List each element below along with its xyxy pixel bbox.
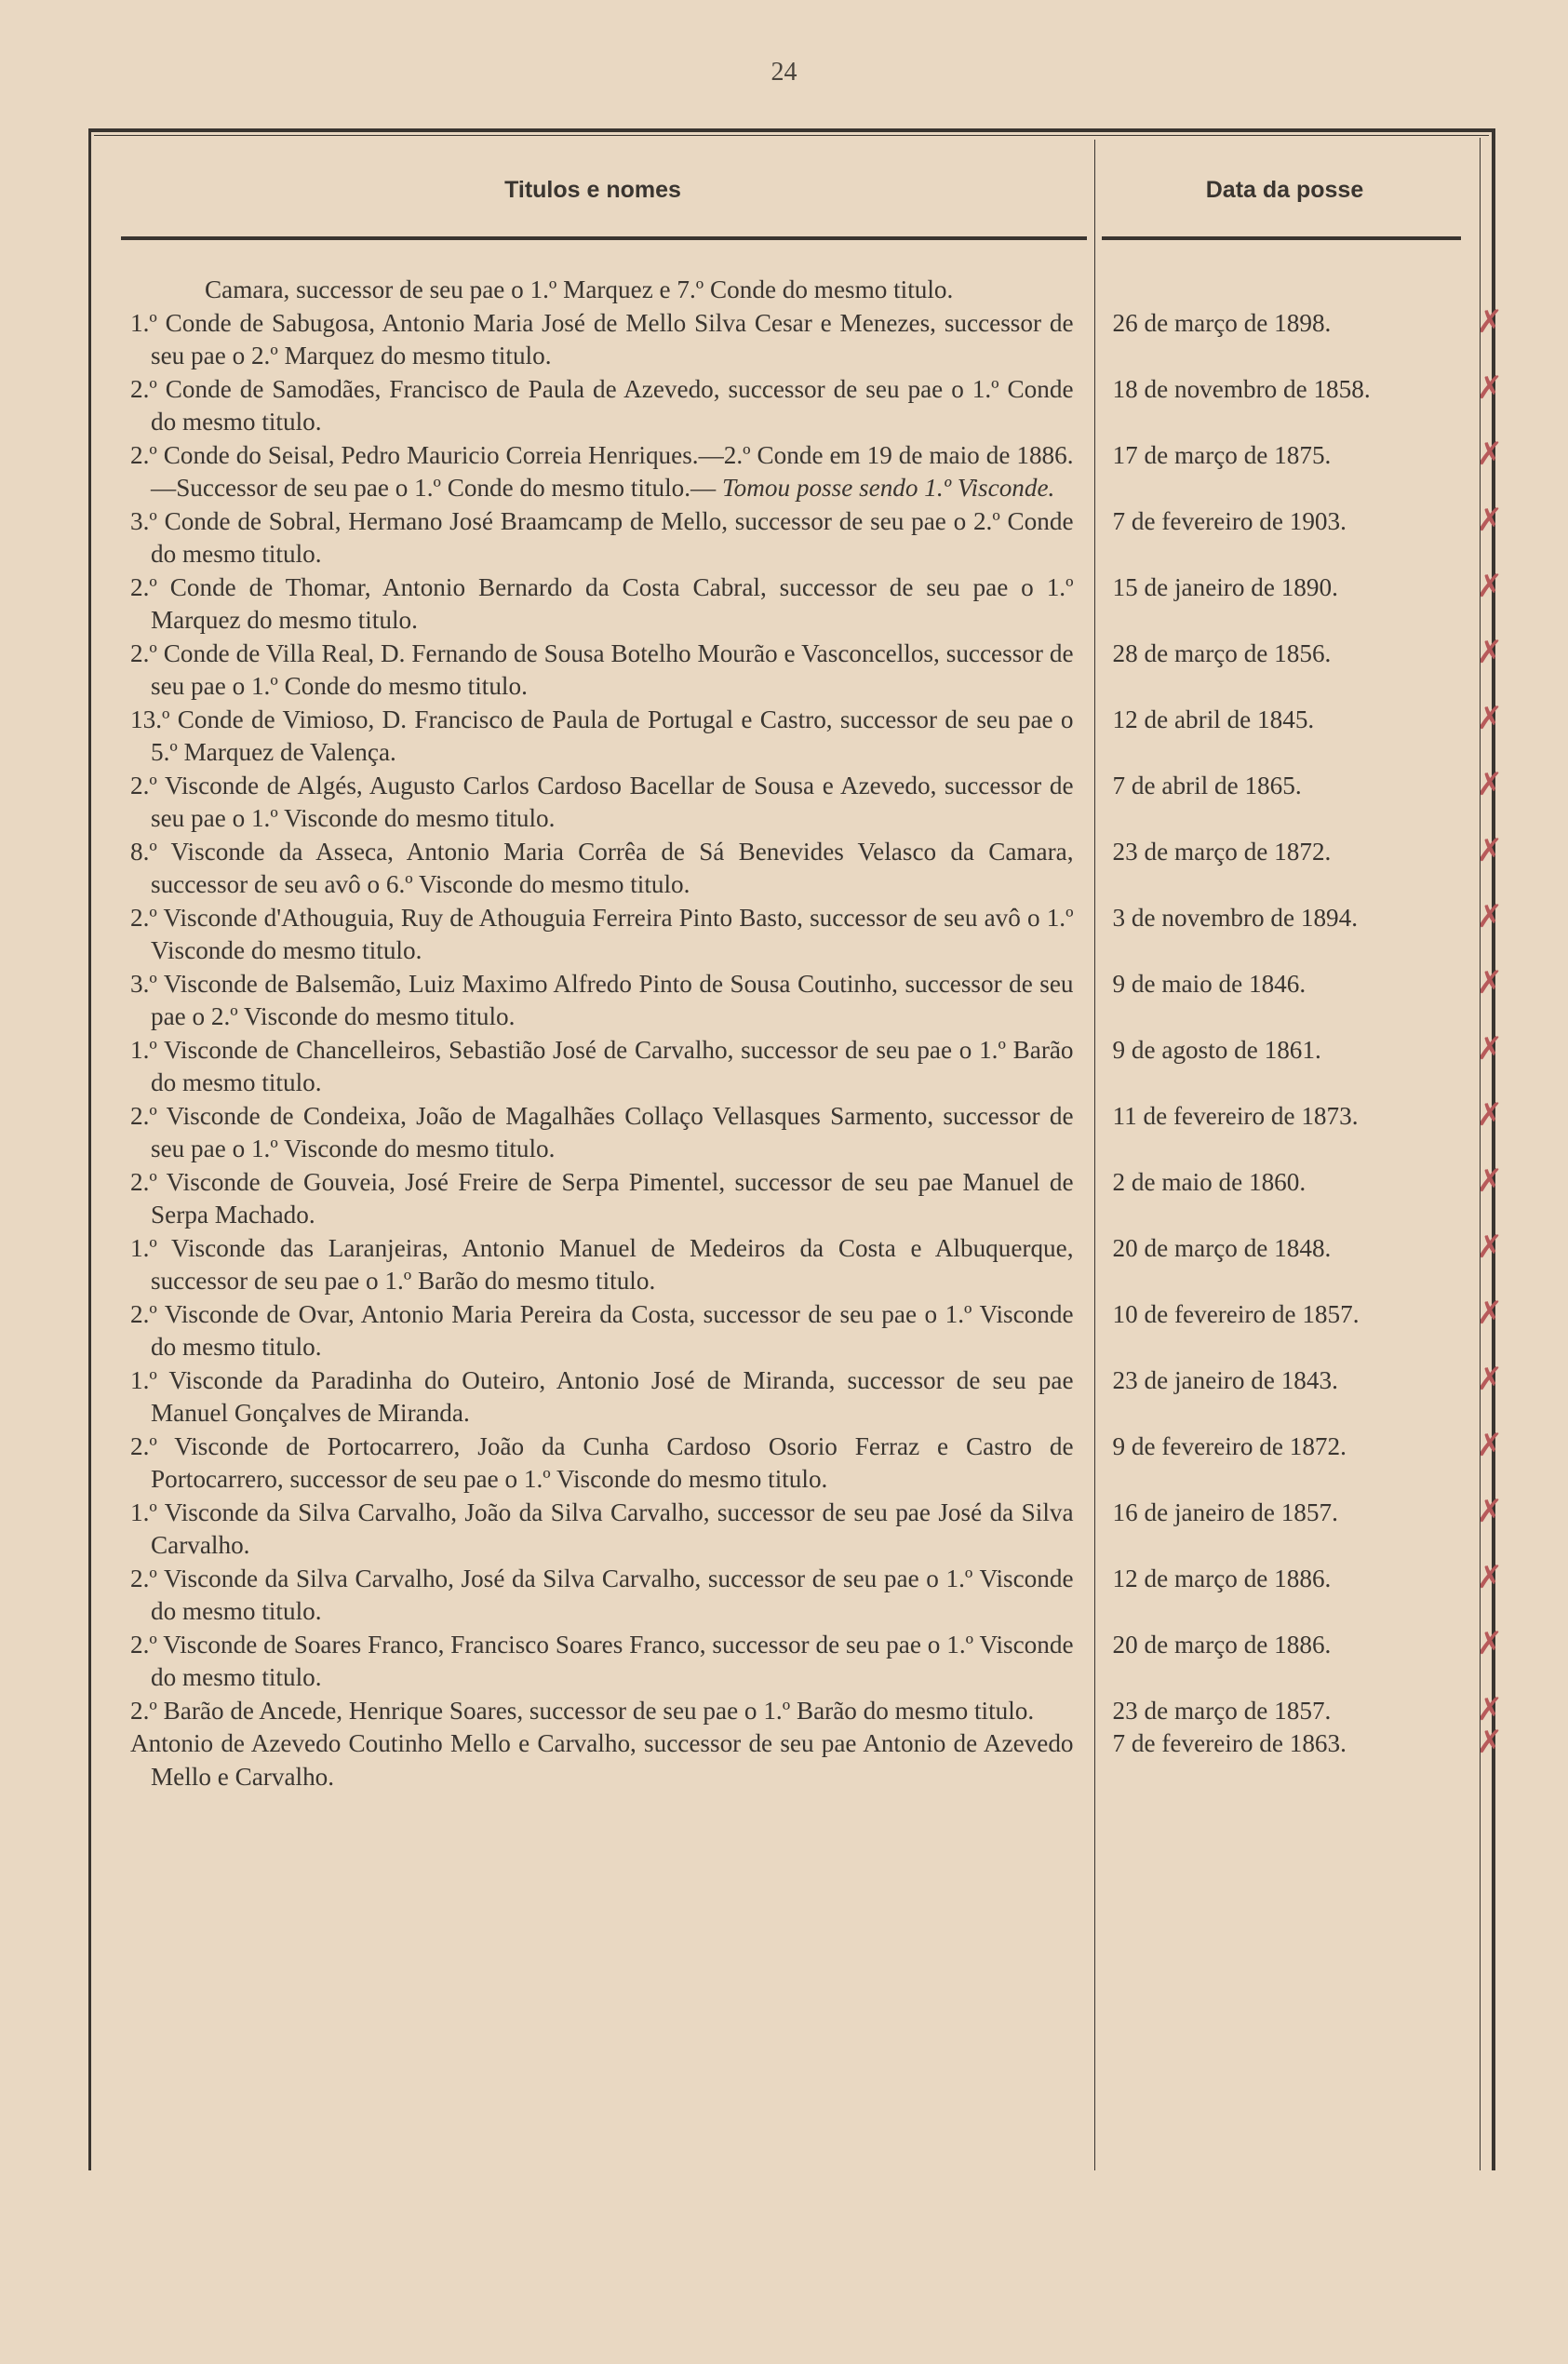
table-row: [91, 1100, 1473, 1166]
table-row: [91, 1430, 1473, 1497]
table-row: [91, 439, 1473, 505]
row-date: 2 de maio de 1860.: [1112, 1167, 1307, 1196]
row-title-text: 2.º Visconde de Algés, Augusto Carlos Cardoso Bacellar de Sousa e Azevedo, successor de seu pae o 1.º Visconde do mesmo titulo.: [130, 771, 1074, 832]
table-row: [91, 770, 1473, 836]
annotation-mark-icon: ✗: [1476, 303, 1503, 341]
row-title: [130, 1430, 1074, 1497]
continuation-text: Camara, successor de seu pae o 1.º Marquez e 7.º Conde do mesmo titulo.: [205, 275, 954, 303]
annotation-mark-icon: ✗: [1476, 369, 1503, 407]
annotation-mark-icon: ✗: [1476, 1427, 1503, 1464]
row-date: 23 de janeiro de 1843.: [1112, 1365, 1338, 1394]
table-row: [91, 704, 1473, 770]
row-title-text: 1.º Visconde das Laranjeiras, Antonio Manuel de Medeiros da Costa e Albuquerque, successor de seu pae o 1.º Barão do mesmo titulo.: [130, 1233, 1074, 1295]
row-title: [130, 1695, 1074, 1728]
row-title-text: 2.º Conde de Villa Real, D. Fernando de Sousa Botelho Mourão e Vasconcellos, successor de seu pae o 1.º Conde do mesmo titulo.: [130, 638, 1074, 700]
row-title: [130, 770, 1074, 836]
row-title: [130, 1364, 1074, 1430]
row-title: [130, 505, 1074, 571]
table-row: [91, 1629, 1473, 1695]
row-title: [130, 373, 1074, 439]
row-date: 11 de fevereiro de 1873.: [1112, 1101, 1359, 1130]
annotation-mark-icon: ✗: [1476, 1295, 1503, 1332]
row-title-text: Antonio de Azevedo Coutinho Mello e Carvalho, successor de seu pae Antonio de Azevedo Mello e Carvalho.: [130, 1729, 1074, 1791]
row-date: 20 de março de 1848.: [1112, 1233, 1332, 1262]
table-row: [91, 505, 1473, 571]
table-row: [91, 307, 1473, 373]
header-rule-left: [121, 236, 1087, 240]
row-title: [130, 1727, 1074, 1793]
row-title-text: 2.º Visconde da Silva Carvalho, José da Silva Carvalho, successor de seu pae o 1.º Visconde do mesmo titulo.: [130, 1564, 1074, 1625]
annotation-mark-icon: ✗: [1476, 1724, 1503, 1761]
row-date: 7 de abril de 1865.: [1112, 771, 1302, 799]
row-date: 23 de março de 1857.: [1112, 1696, 1332, 1725]
annotation-mark-icon: ✗: [1476, 1691, 1503, 1728]
row-date: 9 de maio de 1846.: [1112, 969, 1307, 998]
annotation-mark-icon: ✗: [1476, 700, 1503, 737]
table-row: [91, 638, 1473, 704]
annotation-mark-icon: ✗: [1476, 1361, 1503, 1398]
row-title: [130, 1232, 1074, 1298]
annotation-mark-icon: ✗: [1476, 634, 1503, 671]
row-date: 9 de fevereiro de 1872.: [1112, 1431, 1347, 1460]
header-titles: Titulos e nomes: [504, 177, 681, 203]
annotation-mark-icon: ✗: [1476, 502, 1503, 539]
row-title-text: 2.º Visconde de Portocarrero, João da Cunha Cardoso Osorio Ferraz e Castro de Portocarrero, successor de seu pae o 1.º Visconde do mesmo titulo.: [130, 1431, 1074, 1493]
row-title: [130, 902, 1074, 968]
row-title: [130, 1100, 1074, 1166]
row-date: 15 de janeiro de 1890.: [1112, 572, 1338, 601]
annotation-mark-icon: ✗: [1476, 964, 1503, 1001]
table-row: [91, 1364, 1473, 1430]
header-rule-right: [1102, 236, 1461, 240]
row-date: 7 de fevereiro de 1903.: [1112, 506, 1347, 535]
row-title-text: 2.º Barão de Ancede, Henrique Soares, successor de seu pae o 1.º Barão do mesmo titulo.: [130, 1696, 1035, 1725]
annotation-mark-icon: ✗: [1476, 766, 1503, 803]
row-title-text: 1.º Visconde da Silva Carvalho, João da Silva Carvalho, successor de seu pae José da Silva Carvalho.: [130, 1498, 1074, 1559]
page-number: 24: [771, 58, 797, 87]
table-row: [91, 1232, 1473, 1298]
row-date: 3 de novembro de 1894.: [1112, 903, 1359, 932]
row-date: 28 de março de 1856.: [1112, 638, 1332, 667]
row-note: Tomou posse sendo 1.º Visconde.: [722, 474, 1055, 502]
annotation-mark-icon: ✗: [1476, 436, 1503, 473]
table-row: [91, 1563, 1473, 1629]
entries-list: [91, 274, 1473, 1793]
annotation-mark-icon: ✗: [1476, 832, 1503, 869]
annotation-mark-icon: ✗: [1476, 1559, 1503, 1596]
table-row: [91, 571, 1473, 638]
row-title: [130, 1298, 1074, 1364]
row-title-text: 2.º Conde de Samodães, Francisco de Paula de Azevedo, successor de seu pae o 1.º Conde do mesmo titulo.: [130, 374, 1074, 436]
table-row: [91, 1298, 1473, 1364]
row-title: [130, 968, 1074, 1034]
row-title-text: 13.º Conde de Vimioso, D. Francisco de Paula de Portugal e Castro, successor de seu pae o 5.º Marquez de Valença.: [130, 705, 1074, 766]
table-row: [91, 1497, 1473, 1563]
header-date: Data da posse: [1205, 177, 1364, 203]
row-title: [130, 571, 1074, 638]
annotation-mark-icon: ✗: [1476, 1162, 1503, 1200]
row-title-text: 2.º Visconde de Ovar, Antonio Maria Pereira da Costa, successor de seu pae o 1.º Visconde do mesmo titulo.: [130, 1299, 1074, 1361]
row-title-text: 8.º Visconde da Asseca, Antonio Maria Corrêa de Sá Benevides Velasco da Camara, successor de seu avô o 6.º Visconde do mesmo titulo.: [130, 837, 1074, 898]
row-date: 10 de fevereiro de 1857.: [1112, 1299, 1360, 1328]
table-row: [91, 1727, 1473, 1793]
table-frame: [88, 128, 1503, 2170]
annotation-mark-icon: ✗: [1476, 1625, 1503, 1662]
row-title: [130, 1563, 1074, 1629]
row-title-text: 3.º Visconde de Balsemão, Luiz Maximo Alfredo Pinto de Sousa Coutinho, successor de seu pae o 2.º Visconde do mesmo titulo.: [130, 969, 1074, 1030]
row-title-text: 2.º Visconde de Gouveia, José Freire de Serpa Pimentel, successor de seu pae Manuel de Serpa Machado.: [130, 1167, 1074, 1229]
row-date: 17 de março de 1875.: [1112, 440, 1332, 469]
row-title-text: 1.º Visconde da Paradinha do Outeiro, Antonio José de Miranda, successor de seu pae Manuel Gonçalves de Miranda.: [130, 1365, 1074, 1427]
row-title: [130, 704, 1074, 770]
row-date: 12 de março de 1886.: [1112, 1564, 1332, 1592]
continuation-entry: [91, 274, 1473, 307]
row-title: [130, 1497, 1074, 1563]
row-title-text: 2.º Visconde de Condeixa, João de Magalhães Collaço Vellasques Sarmento, successor de seu pae o 1.º Visconde do mesmo titulo.: [130, 1101, 1074, 1162]
annotation-mark-icon: ✗: [1476, 568, 1503, 605]
row-title-text: 2.º Visconde d'Athouguia, Ruy de Athouguia Ferreira Pinto Basto, successor de seu avô o 1.º Visconde do mesmo titulo.: [130, 903, 1074, 964]
annotation-mark-icon: ✗: [1476, 1229, 1503, 1266]
row-title: [130, 1629, 1074, 1695]
table-row: [91, 836, 1473, 902]
row-date: 16 de janeiro de 1857.: [1112, 1498, 1338, 1526]
row-title-text: 1.º Conde de Sabugosa, Antonio Maria José de Mello Silva Cesar e Menezes, successor de seu pae o 2.º Marquez do mesmo titulo.: [130, 308, 1074, 369]
annotation-mark-icon: ✗: [1476, 1030, 1503, 1068]
row-title-text: 2.º Conde do Seisal, Pedro Mauricio Correia Henriques.—2.º Conde em 19 de maio de 1886.—Successor de seu pae o 1.º Conde do mesmo titulo.—: [130, 440, 1074, 502]
row-title-text: 2.º Conde de Thomar, Antonio Bernardo da Costa Cabral, successor de seu pae o 1.º Marquez do mesmo titulo.: [130, 572, 1074, 634]
row-date: 9 de agosto de 1861.: [1112, 1035, 1321, 1064]
annotation-mark-icon: ✗: [1476, 1096, 1503, 1134]
row-title: [130, 638, 1074, 704]
row-title-text: 1.º Visconde de Chancelleiros, Sebastião José de Carvalho, successor de seu pae o 1.º Barão do mesmo titulo.: [130, 1035, 1074, 1096]
row-title-text: 2.º Visconde de Soares Franco, Francisco Soares Franco, successor de seu pae o 1.º Visconde do mesmo titulo.: [130, 1630, 1074, 1691]
row-title: [130, 1166, 1074, 1232]
row-date: 12 de abril de 1845.: [1112, 705, 1315, 733]
row-date: 20 de março de 1886.: [1112, 1630, 1332, 1659]
table-row: [91, 968, 1473, 1034]
row-title: [130, 1034, 1074, 1100]
annotation-mark-icon: ✗: [1476, 1493, 1503, 1530]
row-title-text: 3.º Conde de Sobral, Hermano José Braamcamp de Mello, successor de seu pae o 2.º Conde do mesmo titulo.: [130, 506, 1074, 568]
annotation-mark-icon: ✗: [1476, 898, 1503, 935]
table-row: [91, 373, 1473, 439]
row-title: [130, 307, 1074, 373]
table-row: [91, 1695, 1473, 1728]
row-date: 26 de março de 1898.: [1112, 308, 1332, 337]
row-date: 18 de novembro de 1858.: [1112, 374, 1371, 403]
table-row: [91, 1034, 1473, 1100]
row-date: 7 de fevereiro de 1863.: [1112, 1729, 1347, 1757]
row-title: [130, 836, 1074, 902]
row-date: 23 de março de 1872.: [1112, 837, 1332, 866]
table-row: [91, 902, 1473, 968]
table-row: [91, 1166, 1473, 1232]
row-title: [130, 439, 1074, 505]
